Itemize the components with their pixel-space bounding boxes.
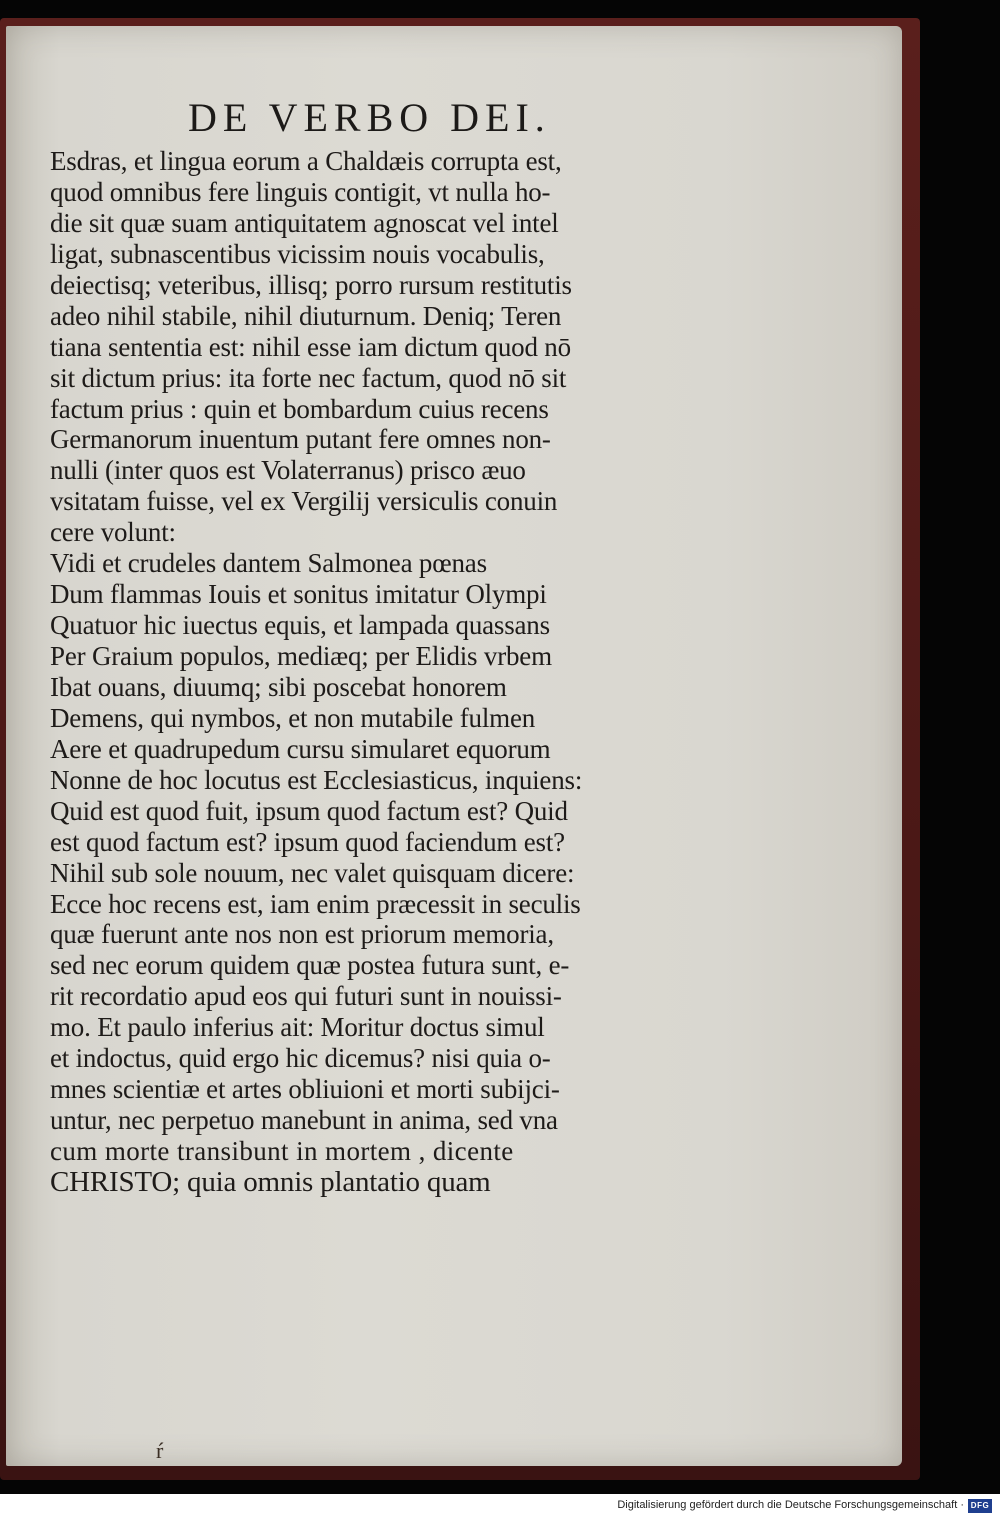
book-page xyxy=(6,26,902,1466)
text-line-10: Germanorum inuentum putant fere omnes non- xyxy=(50,424,551,455)
verse-line-5: Ibat ouans, diuumq; sibi poscebat honorem xyxy=(50,671,507,702)
verse-line-4: Per Graium populos, mediæq; per Elidis vrbem xyxy=(50,641,552,671)
text-line-30: et indoctus, quid ergo hic dicemus? nisi quia o- xyxy=(50,1043,551,1074)
text-line-2: quod omnibus fere linguis contigit, vt nulla ho- xyxy=(50,176,551,207)
text-line-27: sed nec eorum quidem quæ postea futura sunt, e- xyxy=(50,950,570,981)
verse-line-3: Quatuor hic iuectus equis, et lampada quassans xyxy=(50,610,550,641)
text-line-5: deiectisq; veteribus, illisq; porro rursum restitutis xyxy=(50,269,572,300)
verse-line-1: Vidi et crudeles dantem Salmonea pœnas xyxy=(50,548,487,579)
text-line-6: adeo nihil stabile, nihil diuturnum. Deniq; Teren xyxy=(50,300,562,331)
text-line-13: cere volunt: xyxy=(50,517,176,548)
text-line-22: Quid est quod fuit, ipsum quod factum est? Quid xyxy=(50,795,568,826)
verse-line-7: Aere et quadrupedum cursu simularet equorum xyxy=(50,733,551,764)
text-line-31: mnes scientiæ et artes obliuioni et morti subijci- xyxy=(50,1074,560,1105)
funding-credit: Digitalisierung gefördert durch die Deutsche Forschungsgemeinschaft · xyxy=(617,1499,964,1511)
text-line-12: vsitatam fuisse, vel ex Vergilij versiculis conuin xyxy=(50,486,558,517)
text-line-32: untur, nec perpetuo manebunt in anima, sed vna xyxy=(50,1105,558,1136)
footer-bar xyxy=(0,1494,1000,1518)
text-line-26: quæ fuerunt ante nos non est priorum memoria, xyxy=(50,919,554,950)
text-line-23: est quod factum est? ipsum quod faciendum est? xyxy=(50,826,565,857)
text-line-4: ligat, subnascentibus vicissim nouis vocabulis, xyxy=(50,238,545,269)
text-line-33: cum morte transibunt in mortem , dicente xyxy=(50,1136,514,1166)
text-line-3: die sit quæ suam antiquitatem agnoscat vel intel xyxy=(50,207,559,238)
text-line-9: factum prius : quin et bombardum cuius recens xyxy=(50,393,549,424)
text-line-29: mo. Et paulo inferius ait: Moritur doctus simul xyxy=(50,1012,545,1043)
text-line-7: tiana sententia est: nihil esse iam dictum quod nō xyxy=(50,331,571,362)
verse-line-2: Dum flammas Iouis et sonitus imitatur Olympi xyxy=(50,579,547,610)
text-line-24: Nihil sub sole nouum, nec valet quisquam dicere: xyxy=(50,857,575,888)
text-line-28: rit recordatio apud eos qui futuri sunt in nouissi- xyxy=(50,981,562,1012)
text-line-34: CHRISTO; quia omnis plantatio quam xyxy=(50,1165,491,1198)
text-line-1: Esdras, et lingua eorum a Chaldæis corrupta est, xyxy=(50,146,562,176)
text-line-11: nulli (inter quos est Volaterranus) prisco æuo xyxy=(50,455,526,486)
text-line-25: Ecce hoc recens est, iam enim præcessit in seculis xyxy=(50,888,581,919)
text-line-8: sit dictum prius: ita forte nec factum, quod nō sit xyxy=(50,362,567,393)
dfg-logo-icon: DFG xyxy=(968,1499,992,1513)
verse-line-6: Demens, qui nymbos, et non mutabile fulmen xyxy=(50,702,536,733)
page-mark: ŕ xyxy=(156,1438,164,1463)
text-line-21: Nonne de hoc locutus est Ecclesiasticus, inquiens: xyxy=(50,764,583,795)
running-head: DE VERBO DEI. xyxy=(188,95,551,140)
text-block xyxy=(50,146,710,1198)
